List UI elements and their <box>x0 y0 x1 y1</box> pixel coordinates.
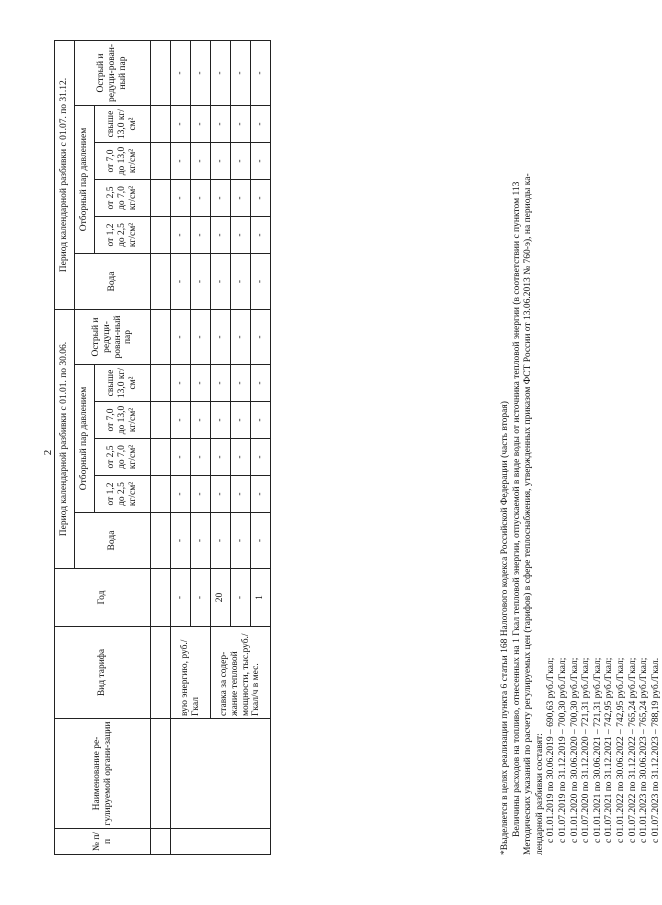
value-cell: - <box>171 402 191 439</box>
note-line: лендарной разбивки составят: <box>534 733 545 855</box>
value-cell: - <box>171 310 191 365</box>
value-cell: - <box>231 476 251 513</box>
year-cell: 1 <box>251 569 271 627</box>
value-cell: - <box>191 365 211 402</box>
year-cell: - <box>191 569 211 627</box>
value-cell: - <box>211 180 231 217</box>
value-cell: - <box>231 439 251 476</box>
tariff-table <box>54 40 271 855</box>
rate-line: с 01.01.2023 по 30.06.2023 – 765,24 руб./Гкал; <box>639 657 650 843</box>
value-cell: - <box>171 41 191 106</box>
year-cell: 20 <box>211 569 231 627</box>
value-cell: - <box>211 310 231 365</box>
header-tariff-type: Вид тарифа <box>55 627 151 719</box>
value-cell: - <box>231 513 251 569</box>
value-cell: - <box>211 365 231 402</box>
value-cell: - <box>171 254 191 310</box>
value-cell: - <box>211 41 231 106</box>
year-cell: - <box>231 569 251 627</box>
value-cell: - <box>231 365 251 402</box>
value-cell: - <box>191 180 211 217</box>
value-cell: - <box>251 439 271 476</box>
value-cell: - <box>171 439 191 476</box>
value-cell: - <box>211 217 231 254</box>
value-cell: - <box>191 439 211 476</box>
value-cell: - <box>191 513 211 569</box>
header-pressure-2b: от 2,5 до 7,0 кг/см² <box>95 180 151 217</box>
value-cell: - <box>231 180 251 217</box>
value-cell: - <box>251 513 271 569</box>
value-cell: - <box>251 310 271 365</box>
value-cell: - <box>191 310 211 365</box>
header-water-2: Вода <box>75 254 151 310</box>
header-num: № п/ п <box>55 829 151 855</box>
tariff-type-cell: вую энергию, руб./Гкал <box>171 627 211 719</box>
value-cell: - <box>171 513 191 569</box>
rate-line: с 01.01.2022 по 30.06.2022 – 742,95 руб./Гкал; <box>615 657 626 843</box>
note-line: Величины расходов на топливо, отнесенных на 1 Гкал тепловой энергии, отпускаемой в виде воды от источника тепловой энергии (в соответствии с пунктом 113 <box>511 181 522 837</box>
value-cell: - <box>231 254 251 310</box>
header-period-1: Период календарной разбивки с 01.01. по 30.06. <box>55 310 75 569</box>
rate-line: с 01.01.2020 по 30.06.2020 – 700,30 руб./Гкал; <box>569 657 580 843</box>
value-cell: - <box>171 217 191 254</box>
value-cell: - <box>171 143 191 180</box>
header-water-1: Вода <box>75 513 151 569</box>
value-cell: - <box>251 476 271 513</box>
value-cell: - <box>251 106 271 143</box>
rate-line: с 01.01.2021 по 30.06.2021 – 721,31 руб./Гкал; <box>592 657 603 843</box>
value-cell: - <box>231 143 251 180</box>
header-period-2: Период календарной разбивки с 01.07. по 31.12. <box>55 41 75 310</box>
header-live-steam-2: Острый и редуци-рован-ный пар <box>75 41 151 106</box>
value-cell: - <box>191 217 211 254</box>
value-cell: - <box>251 180 271 217</box>
tariff-type-cell: ставка за содер-жание тепловой мощности, тыс.руб./Гкал/ч в мес. <box>211 627 271 719</box>
value-cell: - <box>171 180 191 217</box>
header-org: Наименование ре-гулируемой органи-зации <box>55 719 151 829</box>
value-cell: - <box>251 254 271 310</box>
value-cell: - <box>231 402 251 439</box>
value-cell: - <box>211 143 231 180</box>
value-cell: - <box>231 217 251 254</box>
rate-line: с 01.07.2020 по 31.12.2020 – 721,31 руб./Гкал; <box>581 657 592 843</box>
rate-line: с 01.07.2019 по 31.12.2019 – 700,30 руб./Гкал; <box>557 657 568 843</box>
value-cell: - <box>251 143 271 180</box>
value-cell: - <box>251 41 271 106</box>
page-number: 2 <box>42 449 54 456</box>
notes-block <box>500 35 662 855</box>
header-steam-2: Отборный пар давлением <box>75 106 95 254</box>
header-year: Год <box>55 569 151 627</box>
value-cell: - <box>231 41 251 106</box>
value-cell: - <box>191 476 211 513</box>
value-cell: - <box>251 402 271 439</box>
value-cell: - <box>191 106 211 143</box>
footnote-star: *Выделяется в целях реализации пункта 6 статьи 168 Налогового кодекса Российской Федерации (часть вторая) <box>500 401 510 855</box>
value-cell: - <box>191 41 211 106</box>
year-cell: - <box>171 569 191 627</box>
value-cell: - <box>171 476 191 513</box>
header-pressure-2: от 2,5 до 7,0 кг/см² <box>95 439 151 476</box>
table-row <box>171 41 191 855</box>
note-line: Методических указаний по расчету регулируемых цен (тарифов) в сфере теплоснабжения, утвержденных приказом ФСТ России от 13.06.2013 № 760-э), на периоды ка- <box>523 173 534 855</box>
rate-line: с 01.01.2019 по 30.06.2019 – 690,63 руб./Гкал; <box>546 657 557 843</box>
value-cell: - <box>171 365 191 402</box>
header-pressure-3: от 7,0 до 13,0 кг/см² <box>95 402 151 439</box>
rate-line: с 01.07.2023 по 31.12.2023 – 788,19 руб./Гкал. <box>650 657 661 843</box>
rate-line: с 01.07.2021 по 31.12.2021 – 742,95 руб./Гкал; <box>604 657 615 843</box>
header-pressure-4: свыше 13,0 кг/см² <box>95 365 151 402</box>
header-live-steam-1: Острый и редуци-рован-ный пар <box>75 310 151 365</box>
header-pressure-1: от 1,2 до 2,5 кг/см² <box>95 476 151 513</box>
value-cell: - <box>191 254 211 310</box>
rate-line: с 01.07.2022 по 31.12.2022 – 765,24 руб./Гкал; <box>627 657 638 843</box>
value-cell: - <box>191 143 211 180</box>
value-cell: - <box>211 476 231 513</box>
value-cell: - <box>231 106 251 143</box>
value-cell: - <box>171 106 191 143</box>
value-cell: - <box>211 402 231 439</box>
value-cell: - <box>211 106 231 143</box>
value-cell: - <box>251 217 271 254</box>
value-cell: - <box>191 402 211 439</box>
value-cell: - <box>231 310 251 365</box>
value-cell: - <box>211 254 231 310</box>
value-cell: - <box>211 439 231 476</box>
header-pressure-1b: от 1,2 до 2,5 кг/см² <box>95 217 151 254</box>
header-pressure-4b: свыше 13,0 кг/см² <box>95 106 151 143</box>
value-cell: - <box>211 513 231 569</box>
header-row-1 <box>55 41 75 855</box>
column-numbers-row <box>151 41 171 855</box>
header-steam-1: Отборный пар давлением <box>75 365 95 513</box>
value-cell: - <box>251 365 271 402</box>
header-pressure-3b: от 7,0 до 13,0 кг/см² <box>95 143 151 180</box>
